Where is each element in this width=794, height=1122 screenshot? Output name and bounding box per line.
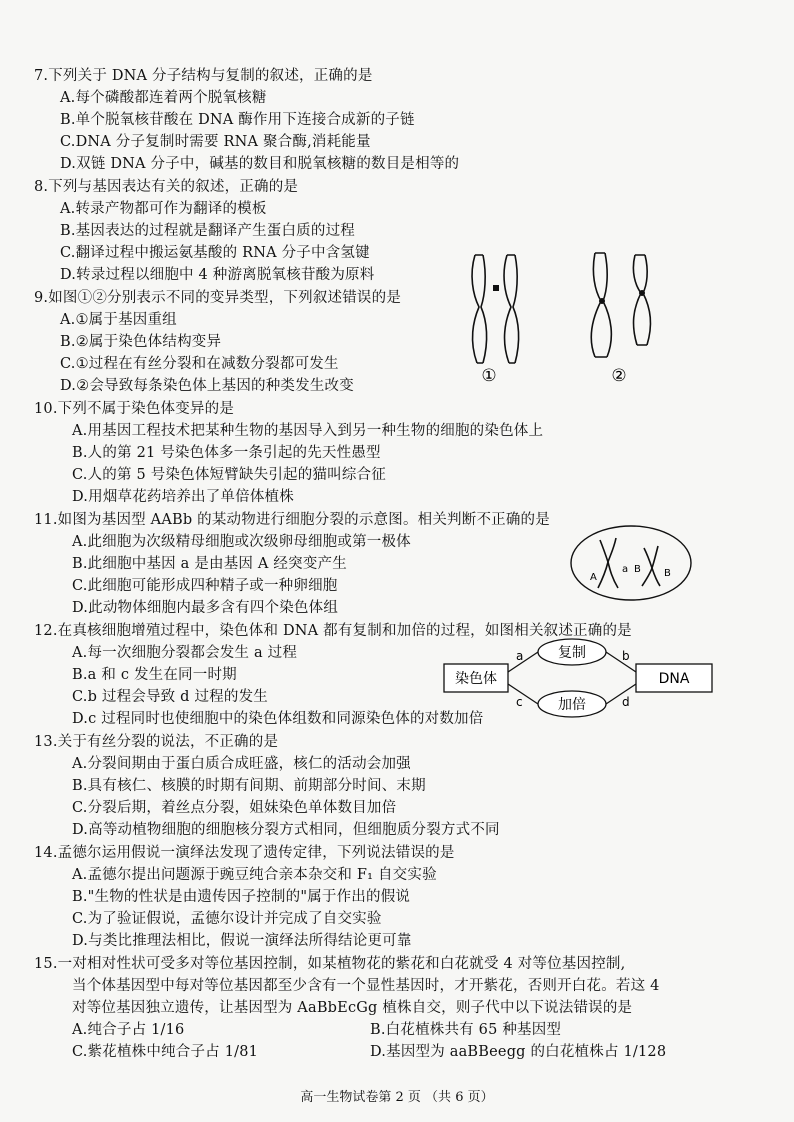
q13-option-a: A.分裂间期由于蛋白质合成旺盛，核仁的活动会加强 [72,756,411,772]
chromosome-label: 染色体 [455,671,497,687]
q9-chromosome-figure [455,245,685,385]
q15-option-c: C.紫花植株中纯合子占 1/81 [72,1044,259,1060]
arrow-c [508,684,538,704]
label-b: b [622,649,630,663]
chromatid [642,546,658,586]
q15-option-a: A.纯合子占 1/16 [72,1022,185,1038]
q11-option-a: A.此细胞为次级精母细胞或次级卵母细胞或第一极体 [72,534,411,550]
q8-option-a: A.转录产物都可作为翻译的模板 [60,201,267,217]
replicate-label: 复制 [558,645,586,661]
q9-option-d: D.②会导致每条染色体上基因的种类发生改变 [60,378,354,394]
chromatid [603,253,611,357]
chromatid [472,255,479,363]
q14-option-d: D.与类比推理法相比，假说一演绎法所得结论更可靠 [72,933,412,949]
q7-option-a: A.每个磷酸都连着两个脱氧核糖 [60,90,267,106]
q11-option-d: D.此动物体细胞内最多含有四个染色体组 [72,600,339,616]
q10-option-a: A.用基因工程技术把某种生物的基因导入到另一种生物的细胞的染色体上 [72,423,544,439]
gene-label-a: a [622,564,629,575]
q15-stem-line-3: 对等位基因独立遗传，让基因型为 AaBbEcGg 植株自交，则子代中以下说法错误的是 [72,1000,633,1016]
chromatid [600,540,618,588]
q15-stem-line-1: 15.一对相对性状可受多对等位基因控制，如某植物花的紫花和白花就受 4 对等位基因控制, [34,956,626,972]
q13-option-d: D.高等动植物细胞的细胞核分裂方式相同，但细胞质分裂方式不同 [72,822,500,838]
q12-option-a: A.每一次细胞分裂都会发生 a 过程 [72,645,298,661]
q14-option-c: C.为了验证假说，孟德尔设计并完成了自交实验 [72,911,382,927]
q10-option-c: C.人的第 5 号染色体短臂缺失引起的猫叫综合征 [72,467,386,483]
q9-stem: 9.如图①②分别表示不同的变异类型，下列叙述错误的是 [34,290,402,306]
chromatid [513,255,519,363]
q10-option-d: D.用烟草花药培养出了单倍体植株 [72,489,294,505]
q14-option-b: B."生物的性状是由遗传因子控制的"属于作出的假说 [72,889,411,905]
q10-stem: 10.下列不属于染色体变异的是 [34,401,235,417]
q11-option-c: C.此细胞可能形成四种精子或一种卵细胞 [72,578,338,594]
q15-option-d: D.基因型为 aaBBeegg 的白花植株占 1/128 [370,1044,667,1060]
chromatid [481,255,487,363]
q11-option-b: B.此细胞中基因 a 是由基因 A 经突变产生 [72,556,347,572]
q15-option-b: B.白花植株共有 65 种基因型 [370,1022,562,1038]
q9-option-b: B.②属于染色体结构变异 [60,334,222,350]
q12-option-b: B.a 和 c 发生在同一时期 [72,667,237,683]
q13-option-c: C.分裂后期，着丝点分裂，姐妹染色单体数目加倍 [72,800,397,816]
q7-option-c: C.DNA 分子复制时需要 RNA 聚合酶,消耗能量 [60,134,371,150]
chromatid [504,255,511,363]
page-footer: 高一生物试卷第 2 页 （共 6 页） [300,1090,494,1105]
figure-label-2: ② [611,366,627,385]
chromatid [633,255,641,345]
q9-option-a: A.①属于基因重组 [60,312,177,328]
gene-label-B1: B [634,564,641,575]
gene-label-A: A [590,572,597,583]
label-c: c [516,695,523,709]
arrow-d [606,684,636,704]
figure-label-1: ① [481,366,497,385]
q12-stem: 12.在真核细胞增殖过程中，染色体和 DNA 都有复制和加倍的过程，如图相关叙述正确的是 [34,623,632,639]
dna-label: DNA [658,671,690,687]
q13-option-b: B.具有核仁、核膜的时期有间期、前期部分时间、末期 [72,778,426,794]
q13-stem: 13.关于有丝分裂的说法，不正确的是 [34,734,279,750]
cell-outline [571,526,691,600]
chromatid [591,253,601,357]
q7-stem: 7.下列关于 DNA 分子结构与复制的叙述，正确的是 [34,68,373,84]
q9-option-c: C.①过程在有丝分裂和在减数分裂都可发生 [60,356,339,372]
chromatid [643,255,650,345]
q14-option-a: A.孟德尔提出问题源于豌豆纯合亲本杂交和 F₁ 自交实验 [72,867,437,883]
q7-option-b: B.单个脱氧核苷酸在 DNA 酶作用下连接合成新的子链 [60,112,415,128]
q8-option-b: B.基因表达的过程就是翻译产生蛋白质的过程 [60,223,355,239]
q8-stem: 8.下列与基因表达有关的叙述，正确的是 [34,179,299,195]
q8-option-c: C.翻译过程中搬运氨基酸的 RNA 分子中含氢键 [60,245,370,261]
q12-option-d: D.c 过程同时也使细胞中的染色体组数和同源染色体的对数加倍 [72,711,484,727]
q12-diagram [440,638,720,718]
q11-cell-figure [566,522,696,604]
gene-label-B2: B [664,568,671,579]
label-d: d [622,695,630,709]
arrow-b [606,652,636,672]
double-label: 加倍 [558,697,586,713]
q8-option-d: D.转录过程以细胞中 4 种游离脱氧核苷酸为原料 [60,267,375,283]
q10-option-b: B.人的第 21 号染色体多一条引起的先天性愚型 [72,445,381,461]
q15-stem-line-2: 当个体基因型中每对等位基因都至少含有一个显性基因时，才开紫花，否则开白花。若这 4 [72,978,660,994]
q7-option-d: D.双链 DNA 分子中，碱基的数目和脱氧核糖的数目是相等的 [60,156,460,172]
label-a: a [516,649,524,663]
q11-stem: 11.如图为基因型 AABb 的某动物进行细胞分裂的示意图。相关判断不正确的是 [34,512,550,528]
q12-option-c: C.b 过程会导致 d 过程的发生 [72,689,268,705]
q14-stem: 14.孟德尔运用假说一演绎法发现了遗传定律，下列说法错误的是 [34,845,455,861]
